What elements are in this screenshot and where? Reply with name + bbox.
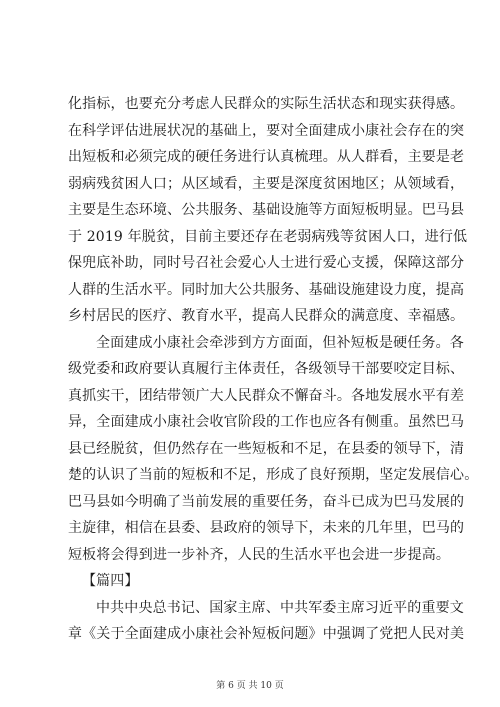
text-line: 弱病残贫困人口；从区域看，主要是深度贫困地区；从领域看，	[68, 175, 465, 192]
text-line: 全面建成小康社会牵涉到方方面面，但补短板是硬任务。各	[96, 334, 464, 351]
text-line: 主要是生态环境、公共服务、基础设施等方面短板明显。巴马县	[68, 202, 465, 218]
page-footer: 第 6 页 共 10 页	[216, 681, 284, 691]
text-line: 真抓实干，团结带领广大人民群众不懈奋斗。各地发展水平有差	[68, 387, 465, 404]
text-line: 人群的生活水平。同时加大公共服务、基础设施建设力度，提高	[68, 281, 465, 298]
text-line: 短板将会得到进一步补齐，人民的生活水平也会进一步提高。	[68, 546, 451, 563]
text-line: 级党委和政府要认真履行主体责任，各级领导干部要咬定目标、	[68, 361, 465, 377]
text-line: 异，全面建成小康社会收官阶段的工作也应各有侧重。虽然巴马	[68, 414, 465, 430]
text-line: 乡村居民的医疗、教育水平，提高人民群众的满意度、幸福感。	[68, 308, 465, 324]
text-line: 于 2019 年脱贫，目前主要还存在老弱病残等贫困人口，进行低	[68, 228, 468, 245]
text-line: 保兜底补助，同时号召社会爱心人士进行爱心支援，保障这部分	[68, 255, 465, 271]
text-line: 主旋律，相信在县委、县政府的领导下，未来的几年里，巴马的	[68, 520, 465, 536]
text-line: 县已经脱贫，但仍然存在一些短板和不足，在县委的领导下，清	[68, 440, 465, 457]
document-body	[68, 91, 479, 648]
text-line: 巴马县如今明确了当前发展的重要任务，奋斗已成为巴马发展的	[68, 493, 465, 510]
text-line: 章《关于全面建成小康社会补短板问题》中强调了党把人民对美	[68, 626, 465, 642]
text-line: 楚的认识了当前的短板和不足，形成了良好预期，坚定发展信心。	[68, 467, 479, 483]
text-line: 化指标，也要充分考虑人民群众的实际生活状态和现实获得感。	[68, 96, 465, 112]
section-heading: 【篇四】	[82, 573, 139, 589]
text-line: 中共中央总书记、国家主席、中共军委主席习近平的重要文	[96, 599, 464, 616]
text-line: 出短板和必须完成的硬任务进行认真梳理。从人群看，主要是老	[68, 149, 465, 165]
text-line: 在科学评估进展状况的基础上，要对全面建成小康社会存在的突	[68, 122, 465, 139]
